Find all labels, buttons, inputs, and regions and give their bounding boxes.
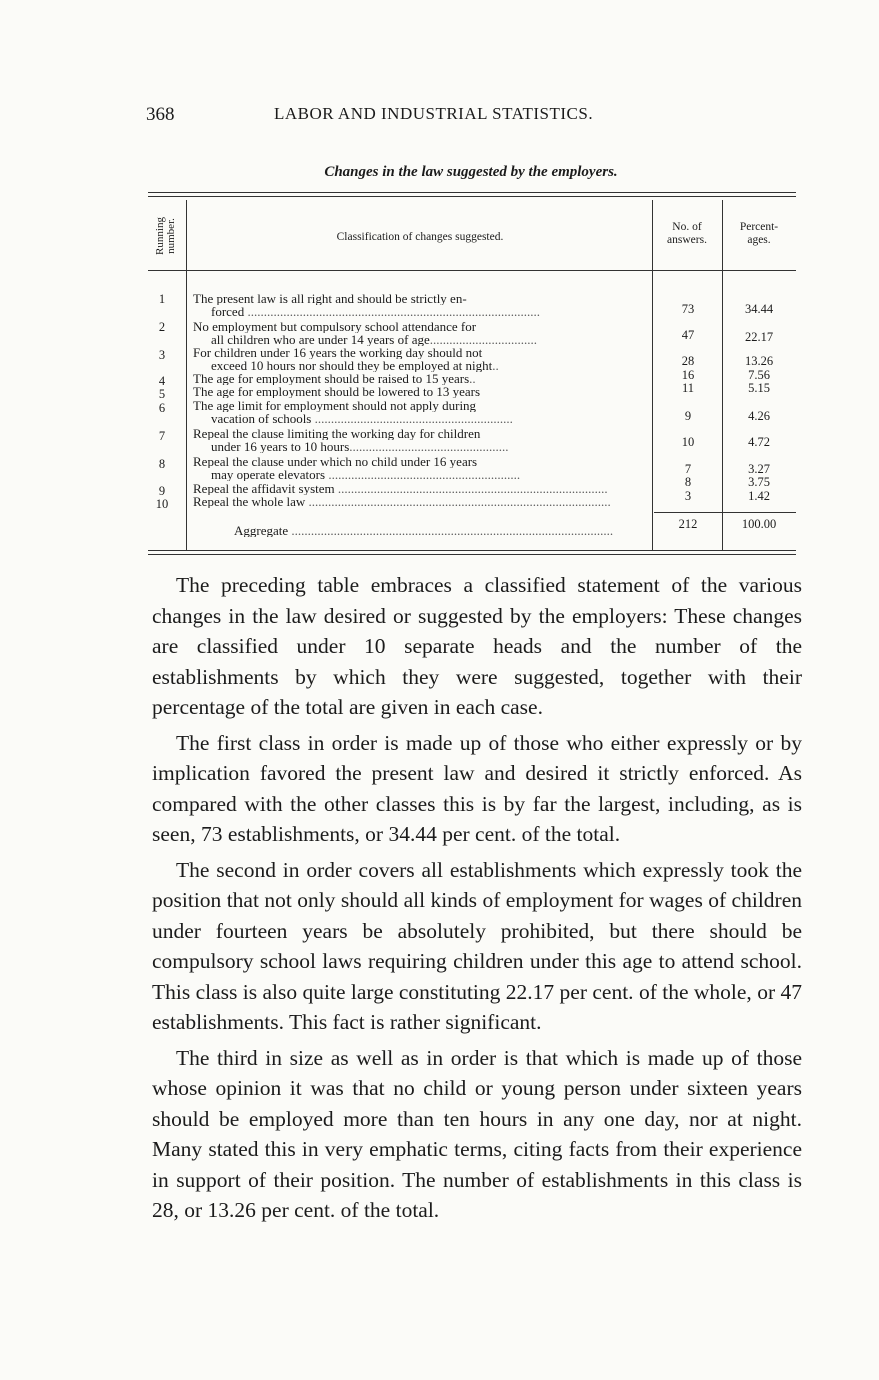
- leader-dots: ...........................................................: [325, 468, 521, 481]
- row-4-description-text: The age for employment should be raised to 15 years: [193, 372, 470, 385]
- column-header-percent-line1: Percent-: [739, 221, 779, 233]
- row-3-description-cont: [193, 359, 651, 372]
- row-9-answers: 8: [684, 475, 692, 489]
- leader-dots: ..: [469, 372, 476, 385]
- row-4-answers: 16: [681, 368, 695, 382]
- paragraph-2: The first class in order is made up of those who either expressly or by implication favored the present law and desired it strictly enforced. As compared with the other classes this is by far the largest, including, as is seen, 73 establishments, or 34.44 per cent. of the total.: [152, 730, 802, 846]
- leader-dots: ...................................................................................................: [288, 524, 614, 537]
- body-text: [152, 570, 802, 1231]
- row-4-percent: 7.56: [748, 368, 770, 382]
- row-8-description: Repeal the clause under which no child under 16 years: [193, 455, 478, 468]
- leader-dots: ..: [492, 359, 499, 372]
- row-3-number: 3: [158, 348, 166, 362]
- row-8-percent: 3.27: [748, 462, 770, 476]
- paragraph-3: The second in order covers all establishments which expressly took the position that not only should all kinds of employment for wages of children under fourteen years be absolutely prohibited, but there should be compulsory school laws requiring children under this age to attend school. This class is also quite large constituting 22.17 per cent. of the whole, or 47 establishments. This fact is rather significant.: [152, 857, 802, 1034]
- row-8-description-cont-text: may operate elevators: [211, 468, 326, 481]
- leader-dots: .................................................: [349, 440, 509, 453]
- row-1-answers: 73: [681, 302, 695, 316]
- row-6-description: The age limit for employment should not apply during: [193, 399, 477, 412]
- row-10-percent: 1.42: [748, 489, 770, 503]
- row-6-description-cont: [193, 412, 651, 425]
- page-header: [146, 104, 796, 132]
- aggregate-row: [234, 524, 648, 537]
- col-divider-running: [186, 200, 187, 550]
- table-top-rule-inner: [148, 196, 796, 197]
- row-3-answers: 28: [681, 354, 695, 368]
- row-4-description: [193, 372, 651, 385]
- row-2-description-cont: [193, 333, 651, 346]
- paragraph-4: The third in size as well as in order is that which is made up of those whose opinion it was that no child or young person under sixteen years should be employed more than ten hours in any one day, nor at night. Many stated this in very emphatic terms, citing facts from their experience in support of their position. The number of establishments in this class is 28, or 13.26 per cent. of the total.: [152, 1045, 802, 1222]
- leader-dots: .................................: [429, 333, 537, 346]
- table-bottom-rule: [148, 550, 796, 551]
- row-3-description: For children under 16 years the working day should not: [193, 346, 483, 359]
- row-6-description-cont-text: vacation of schools: [211, 412, 312, 425]
- aggregate-answers: 212: [678, 517, 698, 531]
- row-9-description: [193, 482, 651, 495]
- row-1-description-cont: [193, 305, 651, 318]
- aggregate-percent: 100.00: [741, 517, 777, 531]
- row-4-number: 4: [158, 374, 166, 388]
- page-number: 368: [146, 104, 175, 125]
- leader-dots: ..........................................................................................: [244, 305, 540, 318]
- column-header-classification: Classification of changes suggested.: [336, 231, 504, 243]
- row-1-description: The present law is all right and should be strictly en-: [193, 292, 467, 305]
- table-bottom-rule-inner: [148, 554, 796, 555]
- row-5-number: 5: [158, 387, 166, 401]
- aggregate-label: Aggregate: [234, 524, 289, 537]
- total-rule: [654, 512, 796, 513]
- table-title: Changes in the law suggested by the employers.: [324, 164, 618, 180]
- row-5-description: The age for employment should be lowered to 13 years: [193, 385, 480, 398]
- row-10-answers: 3: [684, 489, 692, 503]
- row-8-number: 8: [158, 457, 166, 471]
- row-2-number: 2: [158, 320, 166, 334]
- column-header-running-number-text: Running number.: [154, 217, 177, 255]
- row-6-answers: 9: [684, 409, 692, 423]
- row-6-number: 6: [158, 401, 166, 415]
- row-1-number: 1: [158, 292, 166, 306]
- row-5-answers: 11: [681, 381, 695, 395]
- row-8-answers: 7: [684, 462, 692, 476]
- row-2-description: No employment but compulsory school attendance for: [193, 320, 477, 333]
- row-2-description-cont-text: all children who are under 14 years of age: [211, 333, 430, 346]
- row-10-number: 10: [155, 497, 169, 511]
- row-10-description-text: Repeal the whole law: [193, 495, 306, 508]
- row-7-number: 7: [158, 429, 166, 443]
- row-1-percent: 34.44: [744, 302, 774, 316]
- column-header-percent-line2: ages.: [747, 234, 771, 246]
- row-3-percent: 13.26: [744, 354, 774, 368]
- column-header-answers-line1: No. of: [672, 221, 702, 233]
- row-9-percent: 3.75: [748, 475, 770, 489]
- row-9-description-text: Repeal the affidavit system: [193, 482, 335, 495]
- column-header-answers-line2: answers.: [667, 234, 707, 246]
- running-head: LABOR AND INDUSTRIAL STATISTICS.: [274, 104, 594, 123]
- leader-dots: .............................................................................................: [305, 495, 611, 508]
- table-top-rule: [148, 192, 796, 193]
- col-divider-answers: [722, 200, 723, 550]
- row-5-percent: 5.15: [748, 381, 770, 395]
- row-7-answers: 10: [681, 435, 695, 449]
- row-8-description-cont: [193, 468, 651, 481]
- row-7-description-cont: [193, 440, 651, 453]
- col-divider-classification: [652, 200, 653, 550]
- header-bottom-rule: [148, 270, 796, 271]
- leader-dots: .............................................................: [311, 412, 513, 425]
- row-6-percent: 4.26: [748, 409, 770, 423]
- leader-dots: ...................................................................................: [334, 482, 608, 495]
- row-1-description-cont-text: forced: [211, 305, 245, 318]
- row-7-percent: 4.72: [748, 435, 770, 449]
- row-2-answers: 47: [681, 328, 695, 342]
- paragraph-1: The preceding table embraces a classified statement of the various changes in the law desired or suggested by the employers: These changes are classified under 10 separate heads and the number of the establishments by which they were suggested, together with their percentage of the total are given in each case.: [152, 573, 802, 719]
- row-10-description: [193, 495, 651, 508]
- row-3-description-cont-text: exceed 10 hours nor should they be employed at night: [211, 359, 493, 372]
- row-7-description: Repeal the clause limiting the working day for children: [193, 427, 481, 440]
- row-9-number: 9: [158, 484, 166, 498]
- column-header-running-number: [146, 203, 186, 269]
- row-7-description-cont-text: under 16 years to 10 hours: [211, 440, 350, 453]
- row-2-percent: 22.17: [744, 330, 774, 344]
